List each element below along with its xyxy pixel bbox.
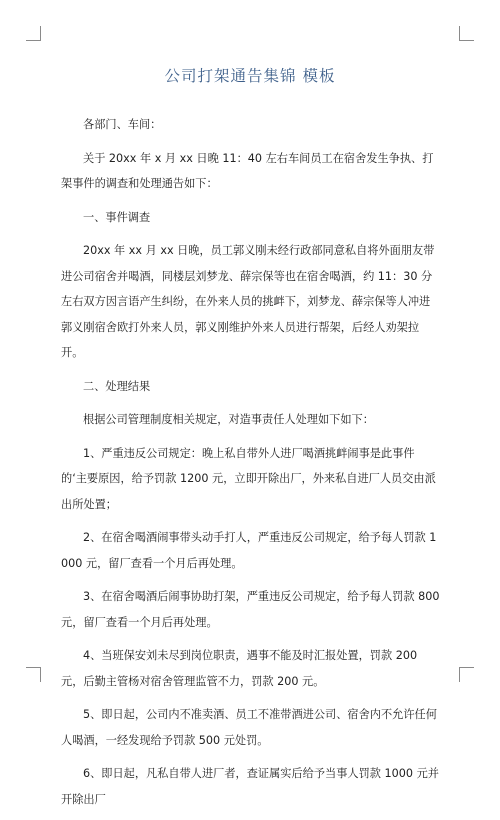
crop-mark-bottom-right xyxy=(459,667,474,682)
crop-mark-top-right xyxy=(459,26,474,41)
result-item-1: 1、严重违反公司规定：晚上私自带外人进厂喝酒挑衅闹事是此事件的‘主要原因，给予罚款 1200 元，立即开除出厂，外来私自进厂人员交由派出所处置； xyxy=(61,446,436,511)
investigation-paragraph: 20xx 年 xx 月 xx 日晚，员工郭义刚未经行政部同意私自将外面朋友带进公司宿舍并喝酒，同楼层刘梦龙、薛宗保等也在宿舍喝酒，约 11：30 分左右双方因言语产生纠纷，在外来人员的挑衅下，刘梦龙、薛宗保等人冲进郭义刚宿舍欧打外来人员，郭义刚维护外来人员进行帮架，后经人劝架拉开。 xyxy=(61,244,435,359)
section-heading-investigation: 一、事件调查 xyxy=(83,210,151,224)
crop-mark-top-left xyxy=(26,26,41,41)
intro-paragraph: 关于 20xx 年 x 月 xx 日晚 11：40 左右车间员工在宿舍发生争执、打架事件的调查和处理通告如下： xyxy=(61,151,434,190)
addressee-line: 各部门、车间： xyxy=(83,118,162,131)
result-item-3: 3、在宿舍喝酒后闹事协助打架，严重违反公司规定，给予每人罚款 800 元，留厂查看一个月后再处理。 xyxy=(61,590,440,629)
document-body xyxy=(61,112,440,820)
result-intro-paragraph: 根据公司管理制度相关规定，对造事责任人处理如下如下： xyxy=(83,413,374,426)
result-item-4: 4、当班保安刘未尽到岗位职责，遇事不能及时汇报处置，罚款 200 元，后勤主管杨对宿舍管理监管不力，罚款 200 元。 xyxy=(61,649,418,688)
section-heading-result: 二、处理结果 xyxy=(83,379,151,393)
result-item-6: 6、即日起，凡私自带人进厂者，查证属实后给予当事人罚款 1000 元并开除出厂 xyxy=(61,767,439,806)
result-item-2: 2、在宿舍喝酒闹事带头动手打人，严重违反公司规定，给予每人罚款 1000 元，留厂查看一个月后再处理。 xyxy=(61,531,437,570)
result-item-5: 5、即日起，公司内不准卖酒、员工不准带酒进公司、宿舍内不允许任何人喝酒，一经发现给予罚款 500 元处罚。 xyxy=(61,708,437,747)
crop-mark-bottom-left xyxy=(26,667,41,682)
document-title: 公司打架通告集锦 模板 xyxy=(164,67,336,85)
